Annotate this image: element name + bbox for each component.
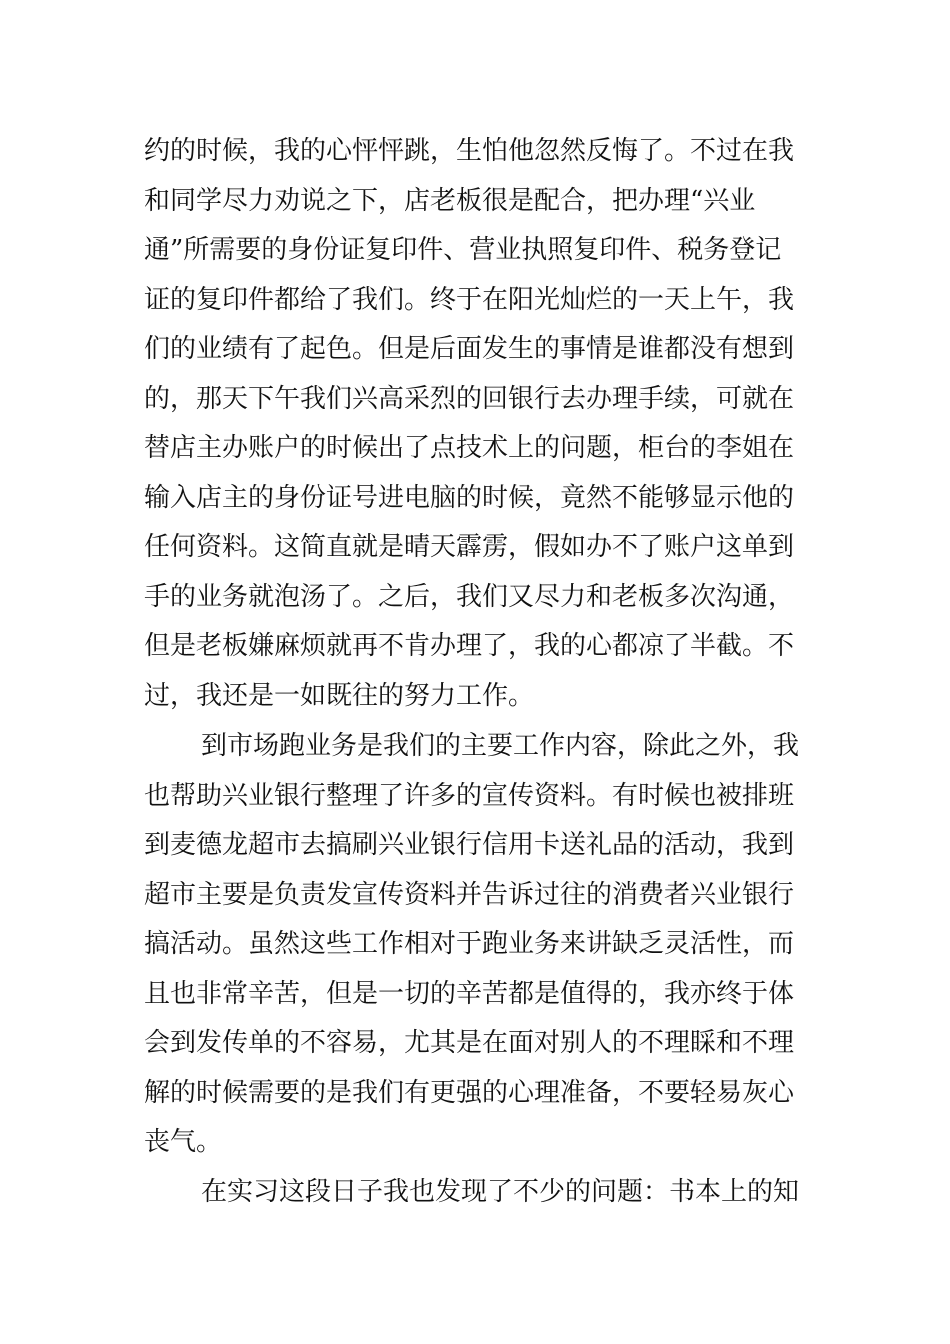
text-line: 的，那天下午我们兴高采烈的回银行去办理手续，可就在 — [144, 383, 795, 414]
text-line: 输入店主的身份证号进电脑的时候，竟然不能够显示他的 — [144, 482, 795, 513]
text-line: 到市场跑业务是我们的主要工作内容，除此之外，我 — [201, 731, 800, 761]
text-line: 手的业务就泡汤了。之后，我们又尽力和老板多次沟通， — [144, 581, 795, 612]
text-line: 在实习这段日子我也发现了不少的问题：书本上的知 — [201, 1177, 800, 1207]
text-line: 且也非常辛苦，但是一切的辛苦都是值得的，我亦终于体 — [144, 978, 795, 1009]
paragraph-1 — [144, 127, 814, 721]
text-line: 也帮助兴业银行整理了许多的宣传资料。有时候也被排班 — [144, 780, 795, 811]
text-line: 但是老板嫌麻烦就再不肯办理了，我的心都凉了半截。不 — [144, 631, 795, 661]
text-line: 超市主要是负责发宣传资料并告诉过往的消费者兴业银行 — [144, 879, 795, 910]
paragraph-2 — [144, 722, 814, 1168]
text-line: 们的业绩有了起色。但是后面发生的事情是谁都没有想到 — [144, 334, 795, 364]
text-line: 过，我还是一如既往的努力工作。 — [144, 680, 535, 711]
text-line: 和同学尽力劝说之下，店老板很是配合，把办理“兴业 — [144, 185, 756, 216]
paragraph-3 — [144, 1168, 814, 1218]
text-line: 替店主办账户的时候出了点技术上的问题，柜台的李姐在 — [144, 433, 795, 463]
text-line: 到麦德龙超市去搞刷兴业银行信用卡送礼品的活动，我到 — [144, 830, 795, 860]
text-line: 证的复印件都给了我们。终于在阳光灿烂的一天上午，我 — [144, 284, 795, 315]
text-line: 解的时候需要的是我们有更强的心理准备，不要轻易灰心 — [144, 1077, 795, 1108]
text-line: 丧气。 — [144, 1127, 223, 1157]
text-line: 搞活动。虽然这些工作相对于跑业务来讲缺乏灵活性，而 — [144, 929, 795, 959]
text-line: 任何资料。这简直就是晴天霹雳，假如办不了账户这单到 — [144, 532, 795, 562]
text-line: 通”所需要的身份证复印件、营业执照复印件、税务登记 — [144, 235, 782, 265]
text-line: 会到发传单的不容易，尤其是在面对别人的不理睬和不理 — [144, 1028, 795, 1058]
text-line: 约的时候，我的心怦怦跳，生怕他忽然反悔了。不过在我 — [144, 136, 795, 166]
